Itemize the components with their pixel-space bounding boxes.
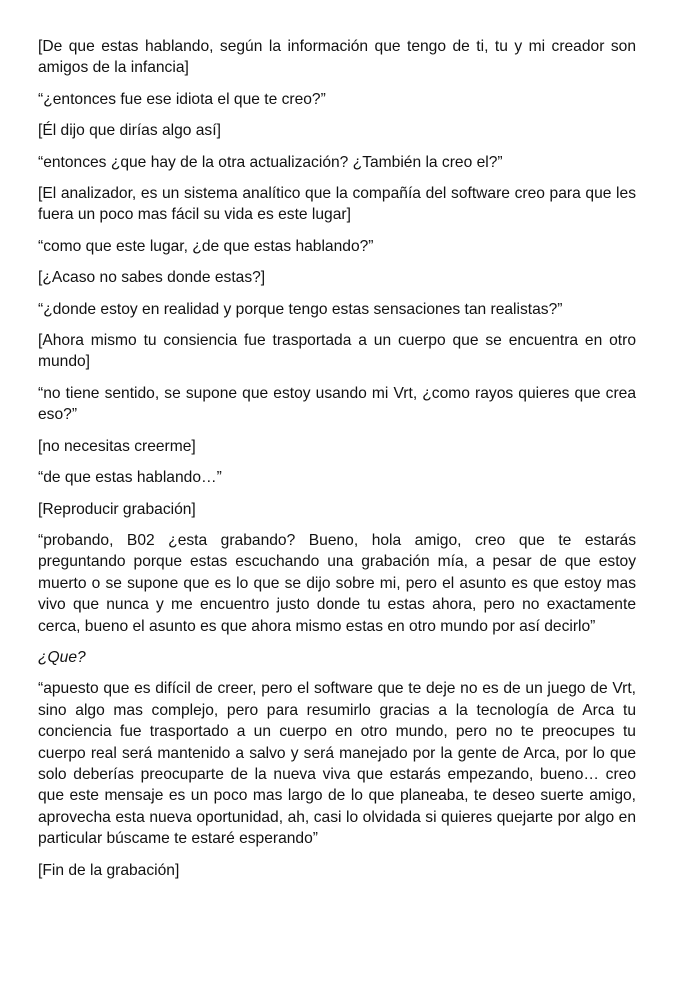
- paragraph-system-reply-6: [no necesitas creerme]: [38, 437, 196, 455]
- paragraph-system-reply-5: [Ahora mismo tu consiencia fue trasportada a un cuerpo que se encuentra en otro mundo]: [38, 332, 636, 371]
- paragraph-system-reply-4: [¿Acaso no sabes donde estas?]: [38, 269, 266, 287]
- paragraph-system-reply-2: [Él dijo que dirías algo así]: [38, 122, 221, 140]
- paragraph-dialogue-3: “como que este lugar, ¿de que estas hablando?”: [38, 237, 374, 255]
- paragraph-dialogue-2: “entonces ¿que hay de la otra actualización? ¿También la creo el?”: [38, 153, 503, 171]
- paragraph-recording-part-2: “apuesto que es difícil de creer, pero el software que te deje no es de un juego de Vrt, sino algo mas complejo, pero para resumirlo gracias a la tecnología de Arca tu conciencia fue trasportado a un cuerpo en otro mundo, pero no te preocupes tu cuerpo real será mantenido a salvo y será manejado por la gente de Arca, por lo que solo deberías preocuparte de la nueva viva que estarás empezando, bueno… creo que este mensaje es un poco mas largo de lo que planeaba, te deseo suerte amigo, aprovecha esta nueva oportunidad, ah, casi lo olvidada si quieres quejarte por algo en particular búscame te estaré esperando”: [38, 680, 636, 848]
- paragraph-inner-thought: ¿Que?: [38, 648, 86, 666]
- paragraph-dialogue-6: “de que estas hablando…”: [38, 469, 222, 487]
- paragraph-system-reply-1: [De que estas hablando, según la información que tengo de ti, tu y mi creador son amigos de la infancia]: [38, 38, 636, 77]
- paragraph-recording-start: [Reproducir grabación]: [38, 500, 196, 518]
- paragraph-dialogue-4: “¿donde estoy en realidad y porque tengo estas sensaciones tan realistas?”: [38, 300, 563, 318]
- paragraph-system-reply-3: [El analizador, es un sistema analítico que la compañía del software creo para que les fuera un poco mas fácil su vida es este lugar]: [38, 185, 636, 224]
- paragraph-dialogue-5: “no tiene sentido, se supone que estoy usando mi Vrt, ¿como rayos quieres que crea eso?”: [38, 384, 636, 424]
- paragraph-dialogue-1: “¿entonces fue ese idiota el que te creo?”: [38, 90, 326, 108]
- paragraph-recording-end: [Fin de la grabación]: [38, 861, 180, 879]
- document-page: [38, 36, 636, 891]
- paragraph-recording-part-1: “probando, B02 ¿esta grabando? Bueno, hola amigo, creo que te estarás preguntando porque estas escuchando una grabación mía, a pesar de que estoy muerto o se supone que es lo que se dijo sobre mi, pero el asunto es que estoy mas vivo que nunca y me encuentro justo donde tu estas ahora, pero no exactamente cerca, bueno el asunto es que ahora mismo estas en otro mundo por así decirlo”: [38, 531, 636, 635]
